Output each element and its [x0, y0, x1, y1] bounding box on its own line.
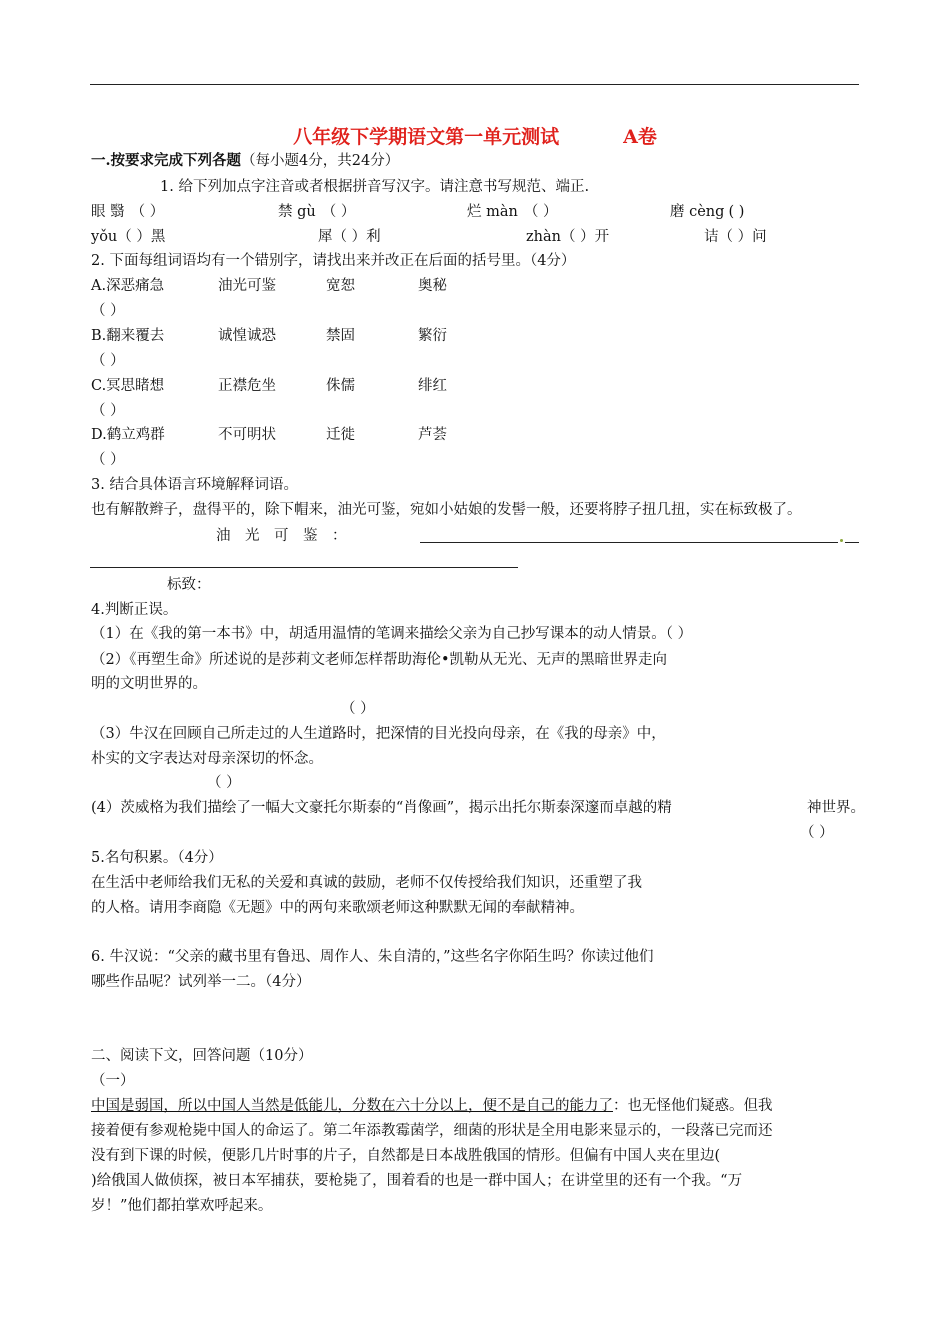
q2-group-a-blank: （ ） — [91, 303, 125, 319]
q2-group-a-w2: 油光可鉴 — [218, 278, 276, 294]
section1-heading — [91, 151, 399, 171]
q1-row1-item-3: 烂 màn （ ） — [467, 204, 558, 220]
title-main: 八年级下学期语文第一单元测试 — [293, 126, 560, 148]
q4-statement-2-blank: （ ） — [341, 701, 375, 717]
q4-statement-1: （1）在《我的第一本书》中，胡适用温情的笔调来描绘父亲为自己抄写课本的动人情景。（ ） — [91, 626, 693, 642]
q2-group-c-blank: （ ） — [91, 403, 125, 419]
q4-statement-3-blank: （ ） — [207, 775, 241, 791]
q2-group-b-blank: （ ） — [91, 353, 125, 369]
q4-statement-4-blank: （ ） — [800, 825, 834, 841]
underlined-sentence: 中国是弱国，所以中国人当然是低能儿，分数在六十分以上，便不是自己的能力了 — [91, 1098, 613, 1114]
reading-paragraph-line-4: )给俄国人做侦探，被日本军捕获，要枪毙了，围着看的也是一群中国人；在讲堂里的还有一个我。“万 — [91, 1173, 743, 1189]
q1-row1-item-4: 磨 cèng ( ) — [670, 204, 745, 220]
q1-prompt: 1. 给下列加点字注音或者根据拼音写汉字。请注意书写规范、端正. — [160, 179, 590, 195]
q2-group-d-w3: 迁徙 — [326, 427, 355, 443]
q5-prompt: 5.名句积累。（4分） — [91, 850, 223, 866]
top-rule — [90, 84, 859, 85]
section1-heading-note: （每小题4分，共24分） — [241, 153, 400, 169]
q3-term2: 标致： — [167, 577, 211, 593]
section1-heading-bold: 一.按要求完成下列各题 — [91, 152, 242, 169]
reading-paragraph-line-5: 岁！”他们都拍掌欢呼起来。 — [91, 1198, 273, 1214]
q4-statement-3a: （3）牛汉在回顾自己所走过的人生道路时，把深情的目光投向母亲，在《我的母亲》中， — [91, 726, 666, 742]
section2-subheading: （一） — [91, 1073, 135, 1089]
q3-passage: 也有解散辫子，盘得平的，除下帽来，油光可鉴，宛如小姑娘的发髻一般，还要将脖子扭几扭，实在标致极了。 — [91, 502, 802, 518]
q3-answer-line-1b — [845, 542, 859, 543]
q3-answer-mark — [840, 539, 843, 542]
q2-group-b-w1: B.翻来覆去 — [91, 328, 165, 344]
q2-group-a-w4: 奥秘 — [418, 278, 447, 294]
q2-group-b-w4: 繁衍 — [418, 328, 447, 344]
q2-group-d-w1: D.鹤立鸡群 — [91, 427, 165, 443]
q5-line-2: 的人格。请用李商隐《无题》中的两句来歌颂老师这种默默无闻的奉献精神。 — [91, 900, 584, 916]
q1-row2-item-1: yǒu（ ）黑 — [91, 229, 166, 245]
q4-statement-2a: （2）《再塑生命》所述说的是莎莉文老师怎样帮助海伦•凯勒从无光、无声的黑暗世界走向 — [91, 652, 668, 668]
reading-paragraph-line-2: 接着便有参观枪毙中国人的命运了。第二年添教霉菌学，细菌的形状是全用电影来显示的，一段落已完而还 — [91, 1123, 773, 1139]
q2-group-c-w3: 侏儒 — [326, 378, 355, 394]
q6-line-2: 哪些作品呢？试列举一二。（4分） — [91, 974, 311, 990]
q3-answer-line-1 — [420, 542, 838, 543]
q1-row2-item-3: zhàn（ ）开 — [526, 229, 610, 245]
q4-statement-3b: 朴实的文字表达对母亲深切的怀念。 — [91, 751, 323, 767]
q2-group-c-w4: 绯红 — [418, 378, 447, 394]
q1-row2-item-2: 犀（ ）利 — [318, 229, 381, 245]
q2-group-c-w1: C.冥思睹想 — [91, 378, 165, 394]
q3-answer-line-2 — [90, 567, 518, 568]
q2-group-b-w3: 禁固 — [326, 328, 355, 344]
q6-line-1: 6. 牛汉说：“父亲的藏书里有鲁迅、周作人、朱自清的，”这些名字你陌生吗？你读过他们 — [91, 949, 654, 965]
q2-group-d-w4: 芦荟 — [418, 427, 447, 443]
q4-prompt: 4.判断正误。 — [91, 602, 178, 618]
q3-prompt: 3. 结合具体语言环境解释词语。 — [91, 477, 298, 493]
q2-group-a-w1: A.深恶痛急 — [91, 278, 165, 294]
q3-term1: 油 光 可 鉴 ： — [216, 528, 347, 544]
section2-heading: 二、阅读下文，回答问题（10分） — [91, 1048, 313, 1064]
q2-prompt: 2. 下面每组词语均有一个错别字，请找出来并改正在后面的括号里。（4分） — [91, 253, 576, 269]
q4-statement-4b: 神世界。 — [807, 800, 865, 816]
page-title — [0, 125, 950, 149]
q4-statement-2b: 明的文明世界的。 — [91, 676, 207, 692]
q2-group-a-w3: 宽恕 — [326, 278, 355, 294]
q2-group-d-blank: （ ） — [91, 452, 125, 468]
q1-row1-item-2: 禁 gù （ ） — [278, 204, 356, 220]
q4-statement-4a: (4）茨威格为我们描绘了一幅大文豪托尔斯泰的“肖像画”，揭示出托尔斯泰深邃而卓越的精 — [91, 800, 672, 816]
q2-group-d-w2: 不可明状 — [218, 427, 276, 443]
reading-paragraph-line-3: 没有到下课的时候，便影几片时事的片子，自然都是日本战胜俄国的情形。但偏有中国人夹在里边( — [91, 1148, 721, 1164]
q1-row2-item-4: 诘（ ）问 — [704, 229, 767, 245]
q2-group-b-w2: 诚惶诚恐 — [218, 328, 276, 344]
title-variant: A卷 — [623, 126, 657, 148]
reading-paragraph-line-1: 中国是弱国，所以中国人当然是低能儿，分数在六十分以上，便不是自己的能力了：也无怪他们疑惑。但我 — [91, 1098, 773, 1114]
q2-group-c-w2: 正襟危坐 — [218, 378, 276, 394]
q5-line-1: 在生活中老师给我们无私的关爱和真诚的鼓励，老师不仅传授给我们知识，还重塑了我 — [91, 875, 642, 891]
q1-row1-item-1: 眼 翳 （ ） — [91, 204, 165, 220]
